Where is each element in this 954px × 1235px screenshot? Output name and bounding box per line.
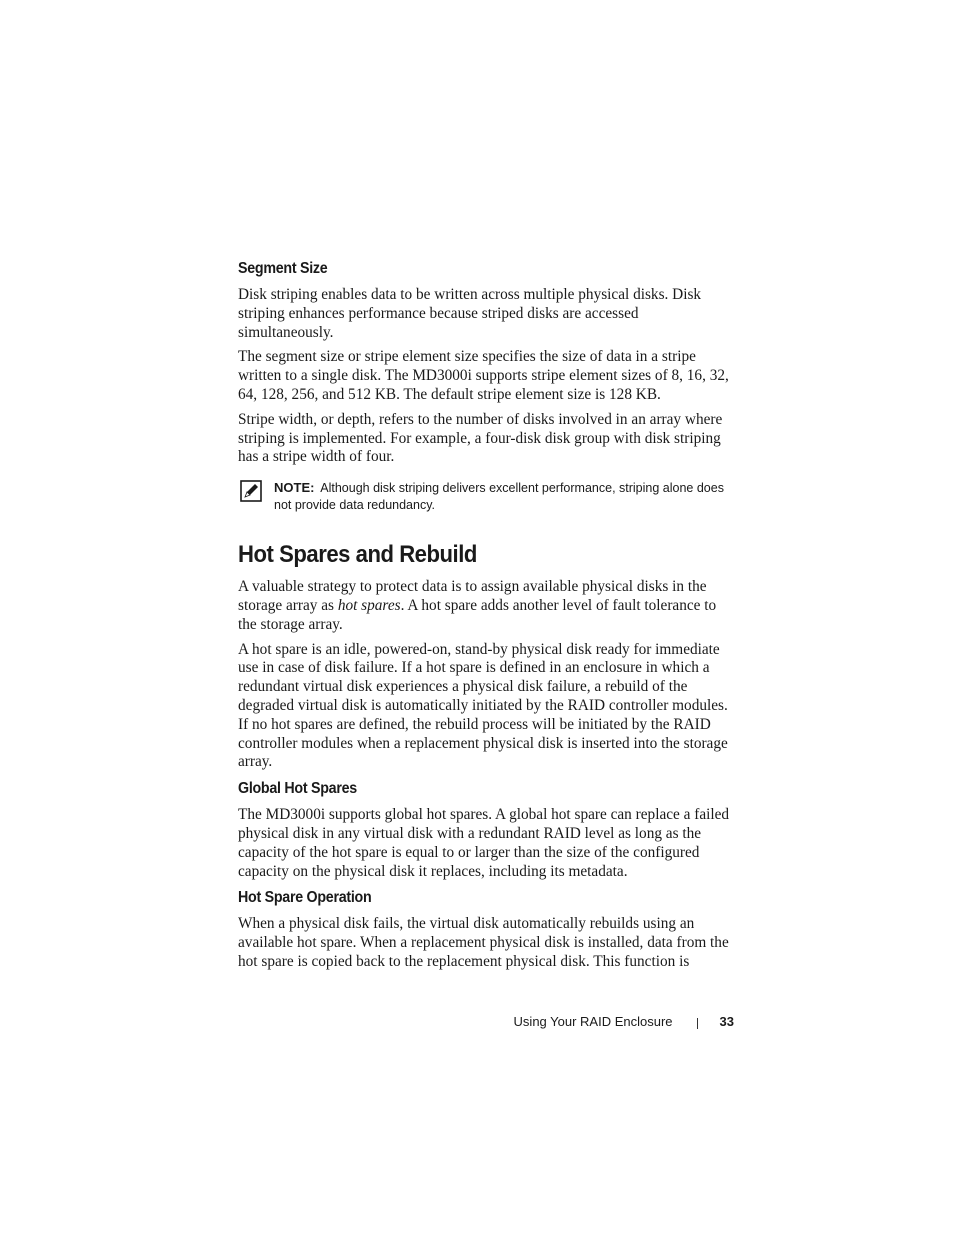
pencil-note-icon [240, 480, 262, 502]
hot-spares-p1-text-a: A valuable strategy to protect data is to assign available physical disks in the storage array as [238, 578, 707, 614]
segment-size-paragraph-3: Stripe width, or depth, refers to the number of disks involved in an array where striping is implemented. For example, a four-disk disk group with disk striping has a stripe width of four. [238, 410, 723, 466]
segment-size-heading: Segment Size [238, 260, 328, 277]
page-footer [514, 1014, 734, 1029]
hot-spares-p1-text-b: . A hot spare adds another level of fault tolerance to the storage array. [238, 596, 717, 633]
segment-size-paragraph-2: The segment size or stripe element size specifies the size of data in a stripe written to a single disk. The MD3000i supports stripe element sizes of 8, 16, 32, 64, 128, 256, and 512 KB. The default stripe element size is 128 KB. [238, 348, 729, 403]
global-hot-spares-paragraph: The MD3000i supports global hot spares. A global hot spare can replace a failed physical disk in any virtual disk with a redundant RAID level as long as the capacity of the hot spare is equal to or larger than the size of the configured capacity on the physical disk it replaces, including its metadata. [238, 806, 730, 880]
page-content [238, 258, 738, 978]
page-number: 33 [719, 1014, 734, 1029]
footer-divider [697, 1018, 698, 1029]
global-hot-spares-heading: Global Hot Spares [238, 780, 357, 798]
hot-spares-paragraph-2: A hot spare is an idle, powered-on, stand-by physical disk ready for immediate use in case of disk failure. If a hot spare is defined in an enclosure in which a redundant virtual disk experiences a physical disk failure, a rebuild of the degraded virtual disk is automatically initiated by the RAID controller modules. If no hot spares are defined, the rebuild process will be initiated by the RAID controller modules when a replacement physical disk is inserted into the storage array. [238, 640, 728, 771]
hot-spares-heading: Hot Spares and Rebuild [238, 541, 477, 569]
hot-spares-paragraph-1 [238, 578, 736, 634]
segment-size-paragraph-1: Disk striping enables data to be written across multiple physical disks. Disk striping enhances performance because striped disks are accessed simultaneously. [238, 286, 702, 341]
note-label: NOTE: [274, 480, 315, 496]
footer-chapter-title: Using Your RAID Enclosure [513, 1014, 673, 1029]
note-text [274, 479, 736, 514]
note-box [238, 479, 738, 514]
note-body: Although disk striping delivers excellent performance, striping alone does not provide data redundancy. [274, 481, 724, 513]
hot-spare-operation-heading: Hot Spare Operation [238, 889, 372, 907]
hot-spares-p1-italic: hot spares [337, 596, 401, 614]
hot-spare-operation-paragraph: When a physical disk fails, the virtual disk automatically rebuilds using an available hot spare. When a replacement physical disk is installed, data from the hot spare is copied back to the replacement physical disk. This function is [238, 915, 729, 970]
